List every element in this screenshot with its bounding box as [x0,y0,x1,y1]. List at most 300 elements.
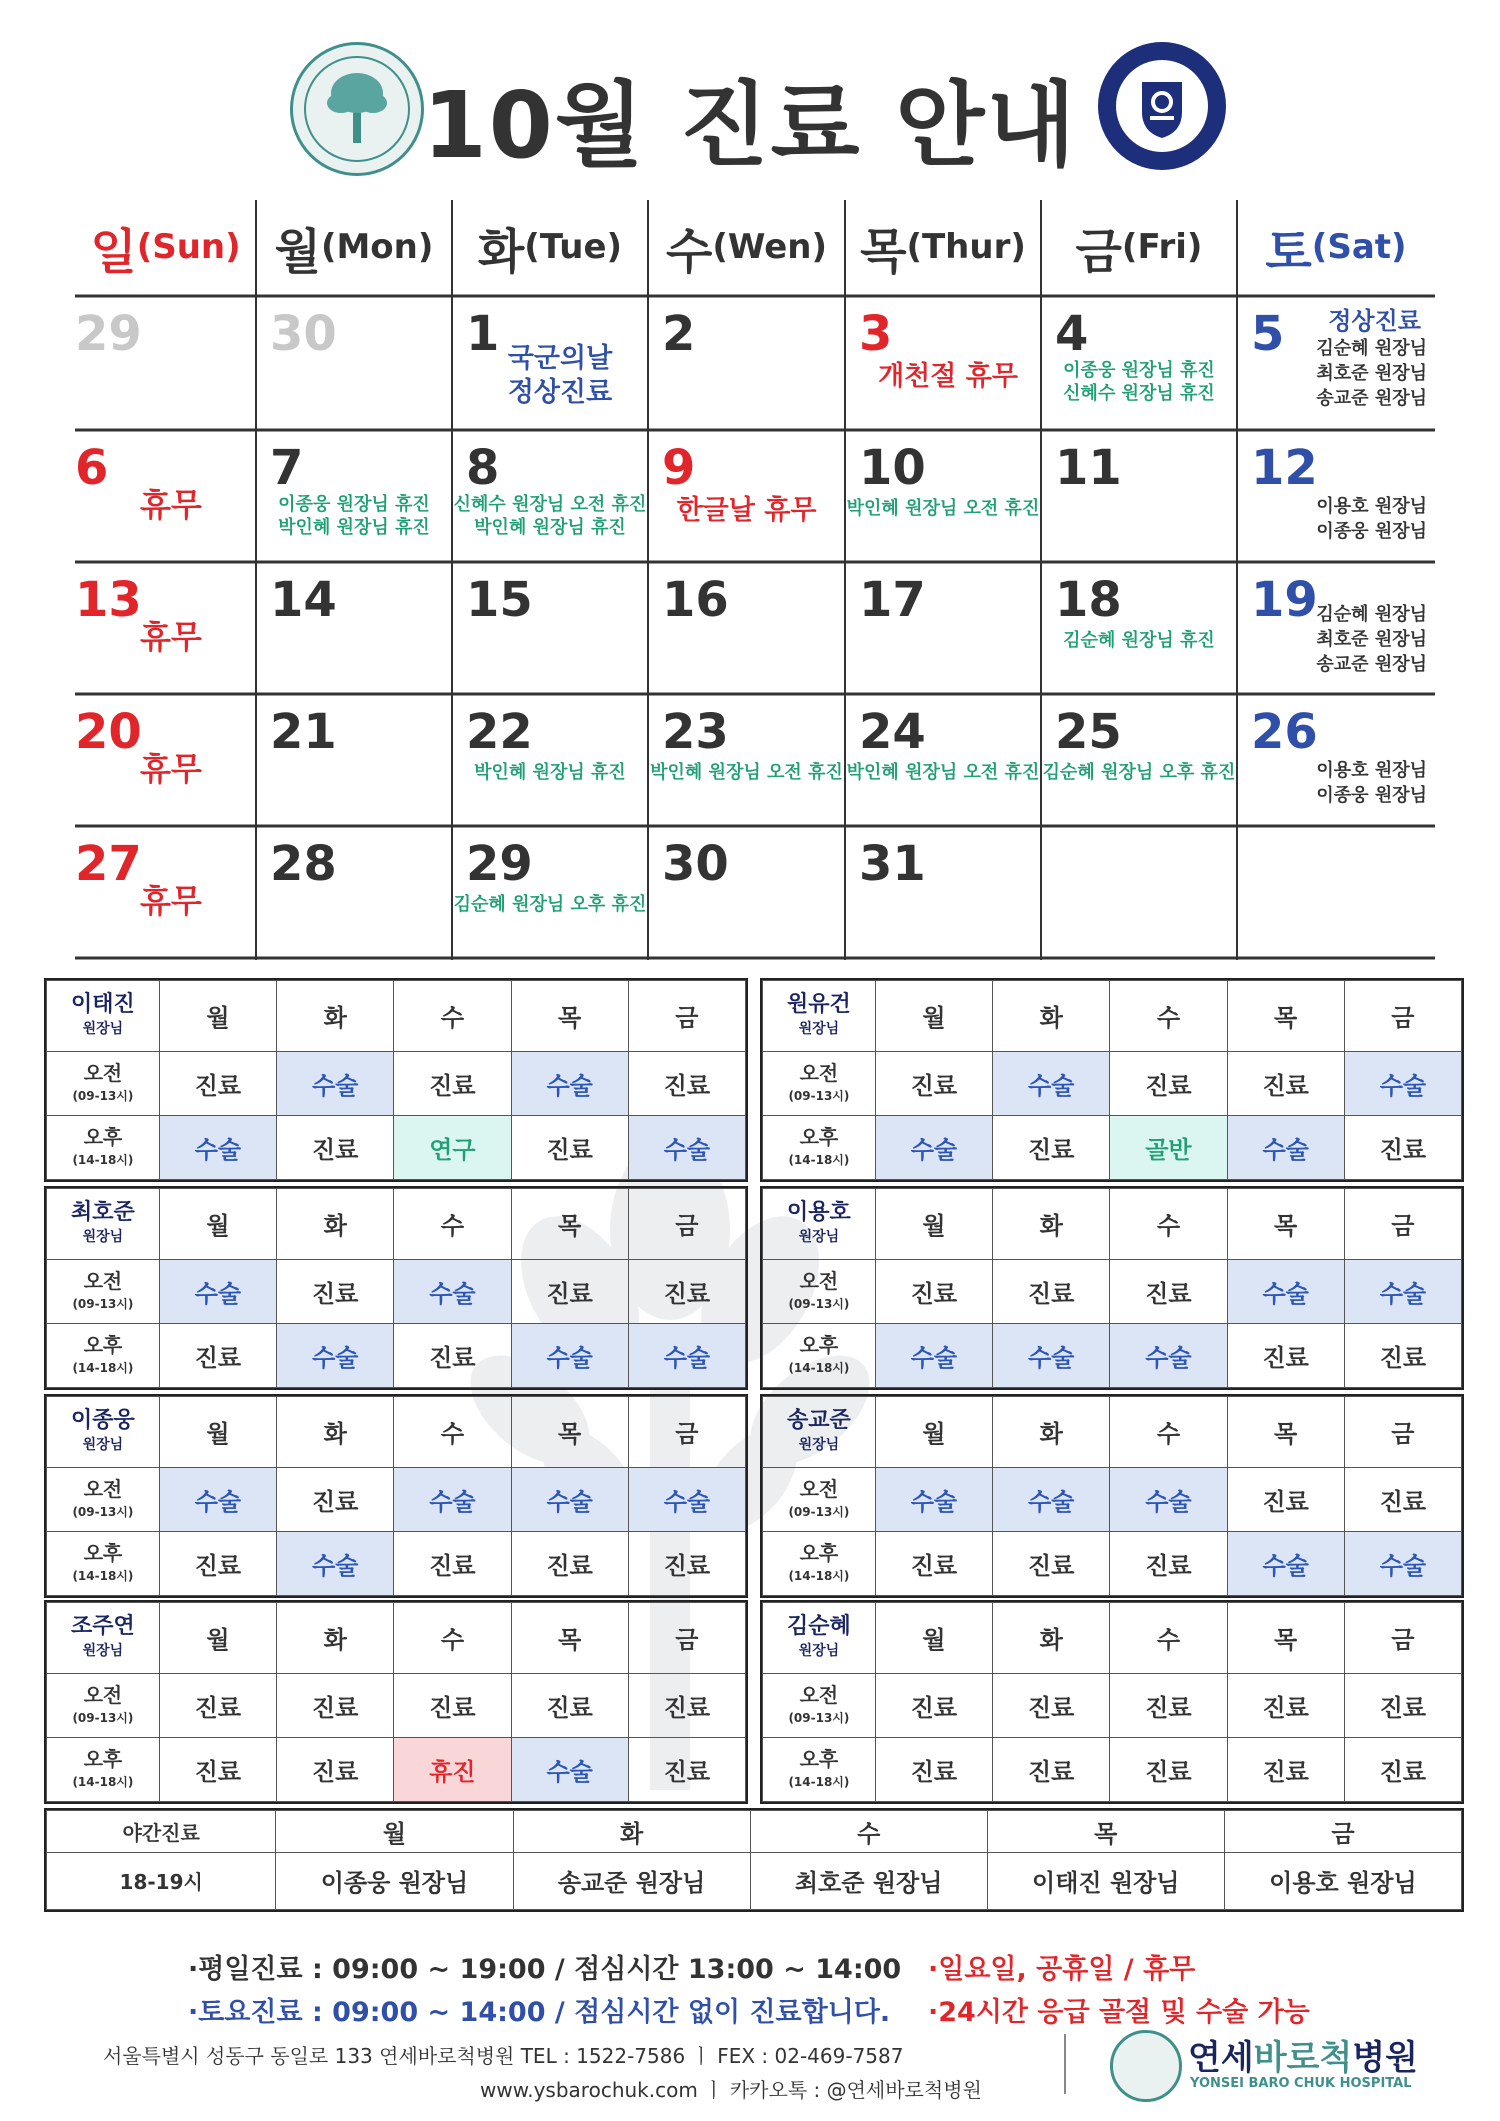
pm-time: (14-18시) [788,1775,850,1790]
doctor-schedule-table [44,1600,748,1804]
day-note: 김순혜 원장님 오후 휴진 [453,894,647,915]
schedule-slot: 진료 [875,1531,992,1595]
schedule-slot: 진료 [159,1673,276,1737]
pm-label-cell [47,1737,160,1801]
day-number: 8 [466,440,500,496]
day-ko: 수 [665,223,713,280]
schedule-slot: 진료 [628,1051,745,1115]
doctor-title: 원장님 [82,1228,124,1245]
day-note: 박인혜 원장님 오전 휴진 [846,498,1040,519]
day-number: 27 [75,836,142,892]
doctor-schedule-table [44,1394,748,1598]
day-number: 12 [1251,440,1318,496]
day-number: 28 [270,836,337,892]
calendar-day-cell [452,562,648,694]
doctor-name-cell [763,1603,876,1674]
day-number: 13 [75,572,142,628]
day-number: 31 [859,836,926,892]
calendar-day-cell [648,694,845,826]
weekday-header: 목 [1227,1397,1344,1468]
schedule-slot: 진료 [875,1259,992,1323]
pm-time: (14-18시) [788,1361,850,1376]
university-logo [1098,42,1226,170]
day-number: 14 [270,572,337,628]
am-time: (09-13시) [72,1297,134,1312]
day-number: 24 [859,704,926,760]
calendar [75,200,1435,960]
calendar-day-cell [1041,694,1237,826]
day-en: (Mon) [320,227,434,267]
schedule-slot: 수술 [875,1115,992,1179]
calendar-day-cell [452,694,648,826]
am-label-cell [47,1259,160,1323]
weekday-header: 목 [1227,1189,1344,1260]
doctor-name: 송교준 [787,1407,851,1433]
weekday-header: 금 [1344,1397,1461,1468]
weekday-header: 월 [159,981,276,1052]
doctor-title: 원장님 [798,1642,840,1659]
calendar-day-cell [452,296,648,430]
doctor-name-cell [47,1397,160,1468]
calendar-day-cell [845,562,1041,694]
day-ko: 금 [1075,223,1122,280]
day-note: 김순혜 원장님 최호준 원장님 송교준 원장님 [1316,338,1427,410]
night-clinic-table [44,1808,1464,1912]
day-number: 11 [1055,440,1122,496]
am-label: 오전 [799,1269,839,1294]
weekday-header: 수 [394,1603,511,1674]
night-time: 18-19시 [47,1852,276,1909]
weekday-header: 월 [159,1397,276,1468]
pm-time: (14-18시) [72,1569,134,1584]
schedule-slot: 진료 [1227,1467,1344,1531]
doctor-title: 원장님 [82,1020,124,1037]
day-note: 박인혜 원장님 오전 휴진 [846,762,1040,783]
schedule-slot: 수술 [1110,1467,1227,1531]
night-day-fri: 금 [1224,1811,1461,1853]
schedule-slot: 수술 [1344,1531,1461,1595]
pm-label: 오후 [799,1333,839,1358]
weekday-header: 목 [1227,981,1344,1052]
am-time: (09-13시) [72,1711,134,1726]
day-number: 29 [466,836,533,892]
doctor-name: 원유건 [787,991,851,1017]
schedule-slot: 진료 [1227,1673,1344,1737]
schedule-slot: 수술 [1227,1531,1344,1595]
am-time: (09-13시) [788,1711,850,1726]
weekday-header: 화 [993,1397,1110,1468]
doctor-name: 이종웅 [71,1407,135,1433]
calendar-day-cell [845,826,1041,958]
day-number: 1 [466,306,500,362]
weekday-header: 수 [394,981,511,1052]
day-number: 30 [270,306,337,362]
doctor-title: 원장님 [798,1436,840,1453]
day-number: 20 [75,704,142,760]
weekday-hours: ·평일진료 : 09:00 ~ 19:00 / 점심시간 13:00 ~ 14:00 [188,1954,902,1985]
calendar-day-cell [256,430,452,562]
weekday-header: 월 [875,1603,992,1674]
calendar-day-cell [1237,296,1435,430]
schedule-slot: 진료 [1110,1531,1227,1595]
weekday-header: 목 [511,981,628,1052]
day-number: 25 [1055,704,1122,760]
weekday-header: 수 [394,1397,511,1468]
calendar-day-cell [1237,694,1435,826]
doctor-title: 원장님 [82,1642,124,1659]
pm-time: (14-18시) [72,1361,134,1376]
page-title: 10월 진료 안내 [422,72,1078,179]
am-label: 오전 [83,1269,123,1294]
schedule-slot: 진료 [159,1737,276,1801]
closed-label: 휴무 [140,486,202,524]
weekday-header: 월 [875,1397,992,1468]
weekday-header: 화 [277,1189,394,1260]
schedule-slot: 진료 [1344,1323,1461,1387]
day-note: 김순혜 원장님 오후 휴진 [1042,762,1236,783]
am-time: (09-13시) [72,1089,134,1104]
schedule-slot: 진료 [628,1259,745,1323]
emergency-note: ·24시간 응급 골절 및 수술 가능 [928,1997,1310,2028]
day-ko: 토 [1265,223,1312,280]
weekday-header: 월 [159,1189,276,1260]
doctor-schedule-table [44,978,748,1182]
am-label-cell [47,1467,160,1531]
day-note: 박인혜 원장님 오전 휴진 [650,762,843,783]
pm-label: 오후 [799,1541,839,1566]
schedule-slot: 수술 [1227,1259,1344,1323]
weekday-header: 수 [1110,981,1227,1052]
schedule-slot: 진료 [1227,1051,1344,1115]
schedule-slot: 진료 [1110,1259,1227,1323]
schedule-slot: 진료 [1110,1051,1227,1115]
doctor-name-cell [47,1603,160,1674]
day-number: 3 [859,306,893,362]
footer-brand [1188,2030,1418,2079]
schedule-slot: 수술 [394,1467,511,1531]
am-label: 오전 [83,1061,123,1086]
pm-label: 오후 [83,1541,123,1566]
day-number: 26 [1251,704,1318,760]
schedule-slot: 수술 [394,1259,511,1323]
day-en: (Fri) [1121,227,1203,267]
schedule-slot: 수술 [628,1115,745,1179]
closed-label: 휴무 [140,750,202,788]
weekday-header: 금 [1344,981,1461,1052]
day-number: 17 [859,572,926,628]
doctor-schedule-table [44,1186,748,1390]
schedule-slot: 수술 [1110,1323,1227,1387]
day-number: 9 [662,440,696,496]
weekday-header: 수 [1110,1397,1227,1468]
schedule-slot: 진료 [511,1115,628,1179]
day-note: 국군의날 정상진료 [507,343,613,408]
doctor-name: 이용호 [787,1199,851,1225]
schedule-slot: 진료 [1344,1737,1461,1801]
day-header-2 [452,200,648,294]
doctor-title: 원장님 [798,1228,840,1245]
schedule-slot: 진료 [993,1115,1110,1179]
day-en: (Sun) [136,227,241,267]
night-doctor-fri: 이용호 원장님 [1224,1852,1461,1909]
am-time: (09-13시) [72,1505,134,1520]
calendar-day-cell [75,826,256,958]
schedule-slot: 진료 [1344,1673,1461,1737]
schedule-slot: 수술 [993,1323,1110,1387]
schedule-slot: 진료 [993,1737,1110,1801]
calendar-day-cell [1041,562,1237,694]
schedule-slot: 진료 [511,1531,628,1595]
weekday-header: 월 [159,1603,276,1674]
closed-label: 휴무 [140,618,202,656]
doctor-name-cell [47,981,160,1052]
schedule-slot: 진료 [875,1051,992,1115]
day-note: 김순혜 원장님 최호준 원장님 송교준 원장님 [1316,604,1427,676]
night-doctor-mon: 이종웅 원장님 [276,1852,513,1909]
footer-address: 서울특별시 성동구 동일로 133 연세바로척병원 TEL : 1522-7586 ㅣ FEX : 02-469-7587 [103,2044,904,2068]
day-number: 15 [466,572,533,628]
calendar-day-cell [75,296,256,430]
schedule-slot: 진료 [993,1259,1110,1323]
day-header-1 [256,200,452,294]
day-number: 30 [662,836,729,892]
schedule-slot: 진료 [159,1051,276,1115]
weekday-header: 금 [628,1603,745,1674]
schedule-slot: 진료 [394,1323,511,1387]
night-day-wed: 수 [750,1811,987,1853]
schedule-slot: 수술 [511,1737,628,1801]
doctor-name: 최호준 [71,1199,135,1225]
schedule-slot: 진료 [1344,1467,1461,1531]
day-ko: 목 [860,223,907,280]
schedule-slot: 진료 [277,1737,394,1801]
weekday-header: 수 [1110,1603,1227,1674]
calendar-day-cell [256,296,452,430]
doctor-schedule-table [760,1600,1464,1804]
footer-logo-icon [1110,2030,1182,2102]
day-number: 22 [466,704,533,760]
schedule-slot: 수술 [628,1467,745,1531]
day-top-note: 정상진료 [1328,307,1421,335]
am-label: 오전 [799,1683,839,1708]
calendar-day-cell [452,826,648,958]
night-day-mon: 월 [276,1811,513,1853]
weekday-header: 목 [1227,1603,1344,1674]
day-note: 이용호 원장님 이종웅 원장님 [1316,760,1427,807]
schedule-slot: 진료 [511,1259,628,1323]
schedule-slot: 진료 [875,1737,992,1801]
schedule-slot: 진료 [628,1673,745,1737]
pm-label: 오후 [83,1333,123,1358]
calendar-day-cell [1237,562,1435,694]
weekday-header: 월 [875,1189,992,1260]
schedule-slot: 진료 [1110,1673,1227,1737]
day-note: 신혜수 원장님 오전 휴진 박인혜 원장님 휴진 [453,494,647,538]
day-header-0 [75,200,256,294]
schedule-slot: 진료 [875,1673,992,1737]
am-label: 오전 [83,1477,123,1502]
shield-logo-icon [1098,42,1226,170]
day-en: (Thur) [906,227,1026,267]
calendar-day-cell [1041,826,1237,958]
schedule-slot: 수술 [159,1115,276,1179]
day-ko: 화 [477,223,525,280]
schedule-slot: 수술 [1344,1259,1461,1323]
doctor-name-cell [47,1189,160,1260]
calendar-day-cell [648,430,845,562]
day-header-6 [1237,200,1435,294]
weekday-header: 화 [993,1603,1110,1674]
day-note: 이종웅 원장님 휴진 박인혜 원장님 휴진 [278,494,430,538]
day-number: 5 [1251,306,1285,362]
doctor-name-cell [763,1397,876,1468]
day-number: 19 [1251,572,1318,628]
schedule-slot: 수술 [277,1531,394,1595]
day-header-4 [845,200,1041,294]
day-number: 7 [270,440,304,496]
am-label-cell [47,1673,160,1737]
am-time: (09-13시) [788,1505,850,1520]
night-label: 야간진료 [47,1811,276,1853]
schedule-slot: 진료 [277,1673,394,1737]
weekday-header: 금 [1344,1603,1461,1674]
day-ko: 일 [90,223,137,280]
weekday-header: 목 [511,1397,628,1468]
night-day-tue: 화 [513,1811,750,1853]
am-time: (09-13시) [788,1089,850,1104]
brand-part: 병원 [1352,2038,1418,2078]
pm-label-cell [763,1531,876,1595]
day-header-3 [648,200,845,294]
weekday-header: 수 [394,1189,511,1260]
day-number: 2 [662,306,696,362]
doctor-name: 조주연 [71,1613,135,1639]
calendar-day-cell [1041,430,1237,562]
calendar-day-cell [648,296,845,430]
weekday-header: 화 [993,1189,1110,1260]
pm-label-cell [47,1323,160,1387]
calendar-day-cell [845,296,1041,430]
day-number: 18 [1055,572,1122,628]
weekday-header: 화 [277,1603,394,1674]
calendar-day-cell [256,826,452,958]
day-note: 한글날 휴무 [676,495,817,526]
closed-label: 휴무 [140,882,202,920]
calendar-day-cell [75,562,256,694]
schedule-slot: 진료 [993,1673,1110,1737]
schedule-slot: 진료 [394,1531,511,1595]
day-note: 이용호 원장님 이종웅 원장님 [1316,496,1427,543]
day-note: 이종웅 원장님 휴진 신혜수 원장님 휴진 [1063,360,1215,404]
am-label: 오전 [799,1061,839,1086]
pm-time: (14-18시) [72,1153,134,1168]
doctor-schedule-table [760,978,1464,1182]
day-note: 김순혜 원장님 휴진 [1063,630,1215,651]
schedule-slot: 휴진 [394,1737,511,1801]
day-number: 23 [662,704,729,760]
schedule-slot: 수술 [511,1051,628,1115]
doctor-name-cell [763,981,876,1052]
schedule-slot: 수술 [159,1259,276,1323]
schedule-slot: 진료 [277,1115,394,1179]
day-number: 29 [75,306,142,362]
pm-label-cell [47,1531,160,1595]
am-label-cell [47,1051,160,1115]
day-number: 21 [270,704,337,760]
night-day-thu: 목 [987,1811,1224,1853]
schedule-slot: 진료 [1344,1115,1461,1179]
pm-label: 오후 [83,1125,123,1150]
am-label-cell [763,1673,876,1737]
schedule-slot: 수술 [277,1051,394,1115]
calendar-day-cell [1237,826,1435,958]
doctor-name-cell [763,1189,876,1260]
weekday-header: 금 [628,1397,745,1468]
schedule-slot: 수술 [511,1323,628,1387]
weekday-header: 화 [993,981,1110,1052]
weekday-header: 목 [511,1603,628,1674]
day-en: (Sat) [1311,227,1407,267]
day-ko: 월 [274,223,321,280]
am-label-cell [763,1467,876,1531]
calendar-day-cell [256,694,452,826]
schedule-slot: 수술 [159,1467,276,1531]
am-label-cell [763,1051,876,1115]
calendar-day-cell [648,826,845,958]
am-time: (09-13시) [788,1297,850,1312]
footer-brand-en: YONSEI BARO CHUK HOSPITAL [1190,2076,1412,2091]
calendar-day-cell [845,430,1041,562]
schedule-slot: 수술 [511,1467,628,1531]
schedule-slot: 수술 [875,1323,992,1387]
weekday-header: 금 [1344,1189,1461,1260]
schedule-slot: 수술 [1344,1051,1461,1115]
am-label: 오전 [83,1683,123,1708]
schedule-slot: 진료 [277,1259,394,1323]
saturday-hours: ·토요진료 : 09:00 ~ 14:00 / 점심시간 없이 진료합니다. [188,1997,891,2028]
calendar-day-cell [1041,296,1237,430]
calendar-day-cell [1237,430,1435,562]
am-label: 오전 [799,1477,839,1502]
pm-label: 오후 [83,1747,123,1772]
pm-time: (14-18시) [788,1153,850,1168]
schedule-slot: 수술 [628,1323,745,1387]
day-en: (Wen) [712,227,827,267]
weekday-header: 월 [875,981,992,1052]
doctor-name: 이태진 [71,991,135,1017]
day-number: 4 [1055,306,1089,362]
weekday-header: 화 [277,981,394,1052]
weekday-header: 금 [628,1189,745,1260]
schedule-slot: 진료 [159,1323,276,1387]
pm-label-cell [763,1115,876,1179]
doctor-title: 원장님 [798,1020,840,1037]
day-header-5 [1041,200,1237,294]
doctor-schedule-table [760,1186,1464,1390]
schedule-slot: 진료 [159,1531,276,1595]
holiday-note: ·일요일, 공휴일 / 휴무 [928,1954,1196,1985]
weekday-header: 화 [277,1397,394,1468]
calendar-day-cell [845,694,1041,826]
doctor-title: 원장님 [82,1436,124,1453]
schedule-slot: 진료 [628,1531,745,1595]
schedule-slot: 골반 [1110,1115,1227,1179]
calendar-day-cell [75,430,256,562]
weekday-header: 목 [511,1189,628,1260]
schedule-slot: 진료 [1110,1737,1227,1801]
weekday-header: 금 [628,981,745,1052]
day-number: 6 [75,440,109,496]
